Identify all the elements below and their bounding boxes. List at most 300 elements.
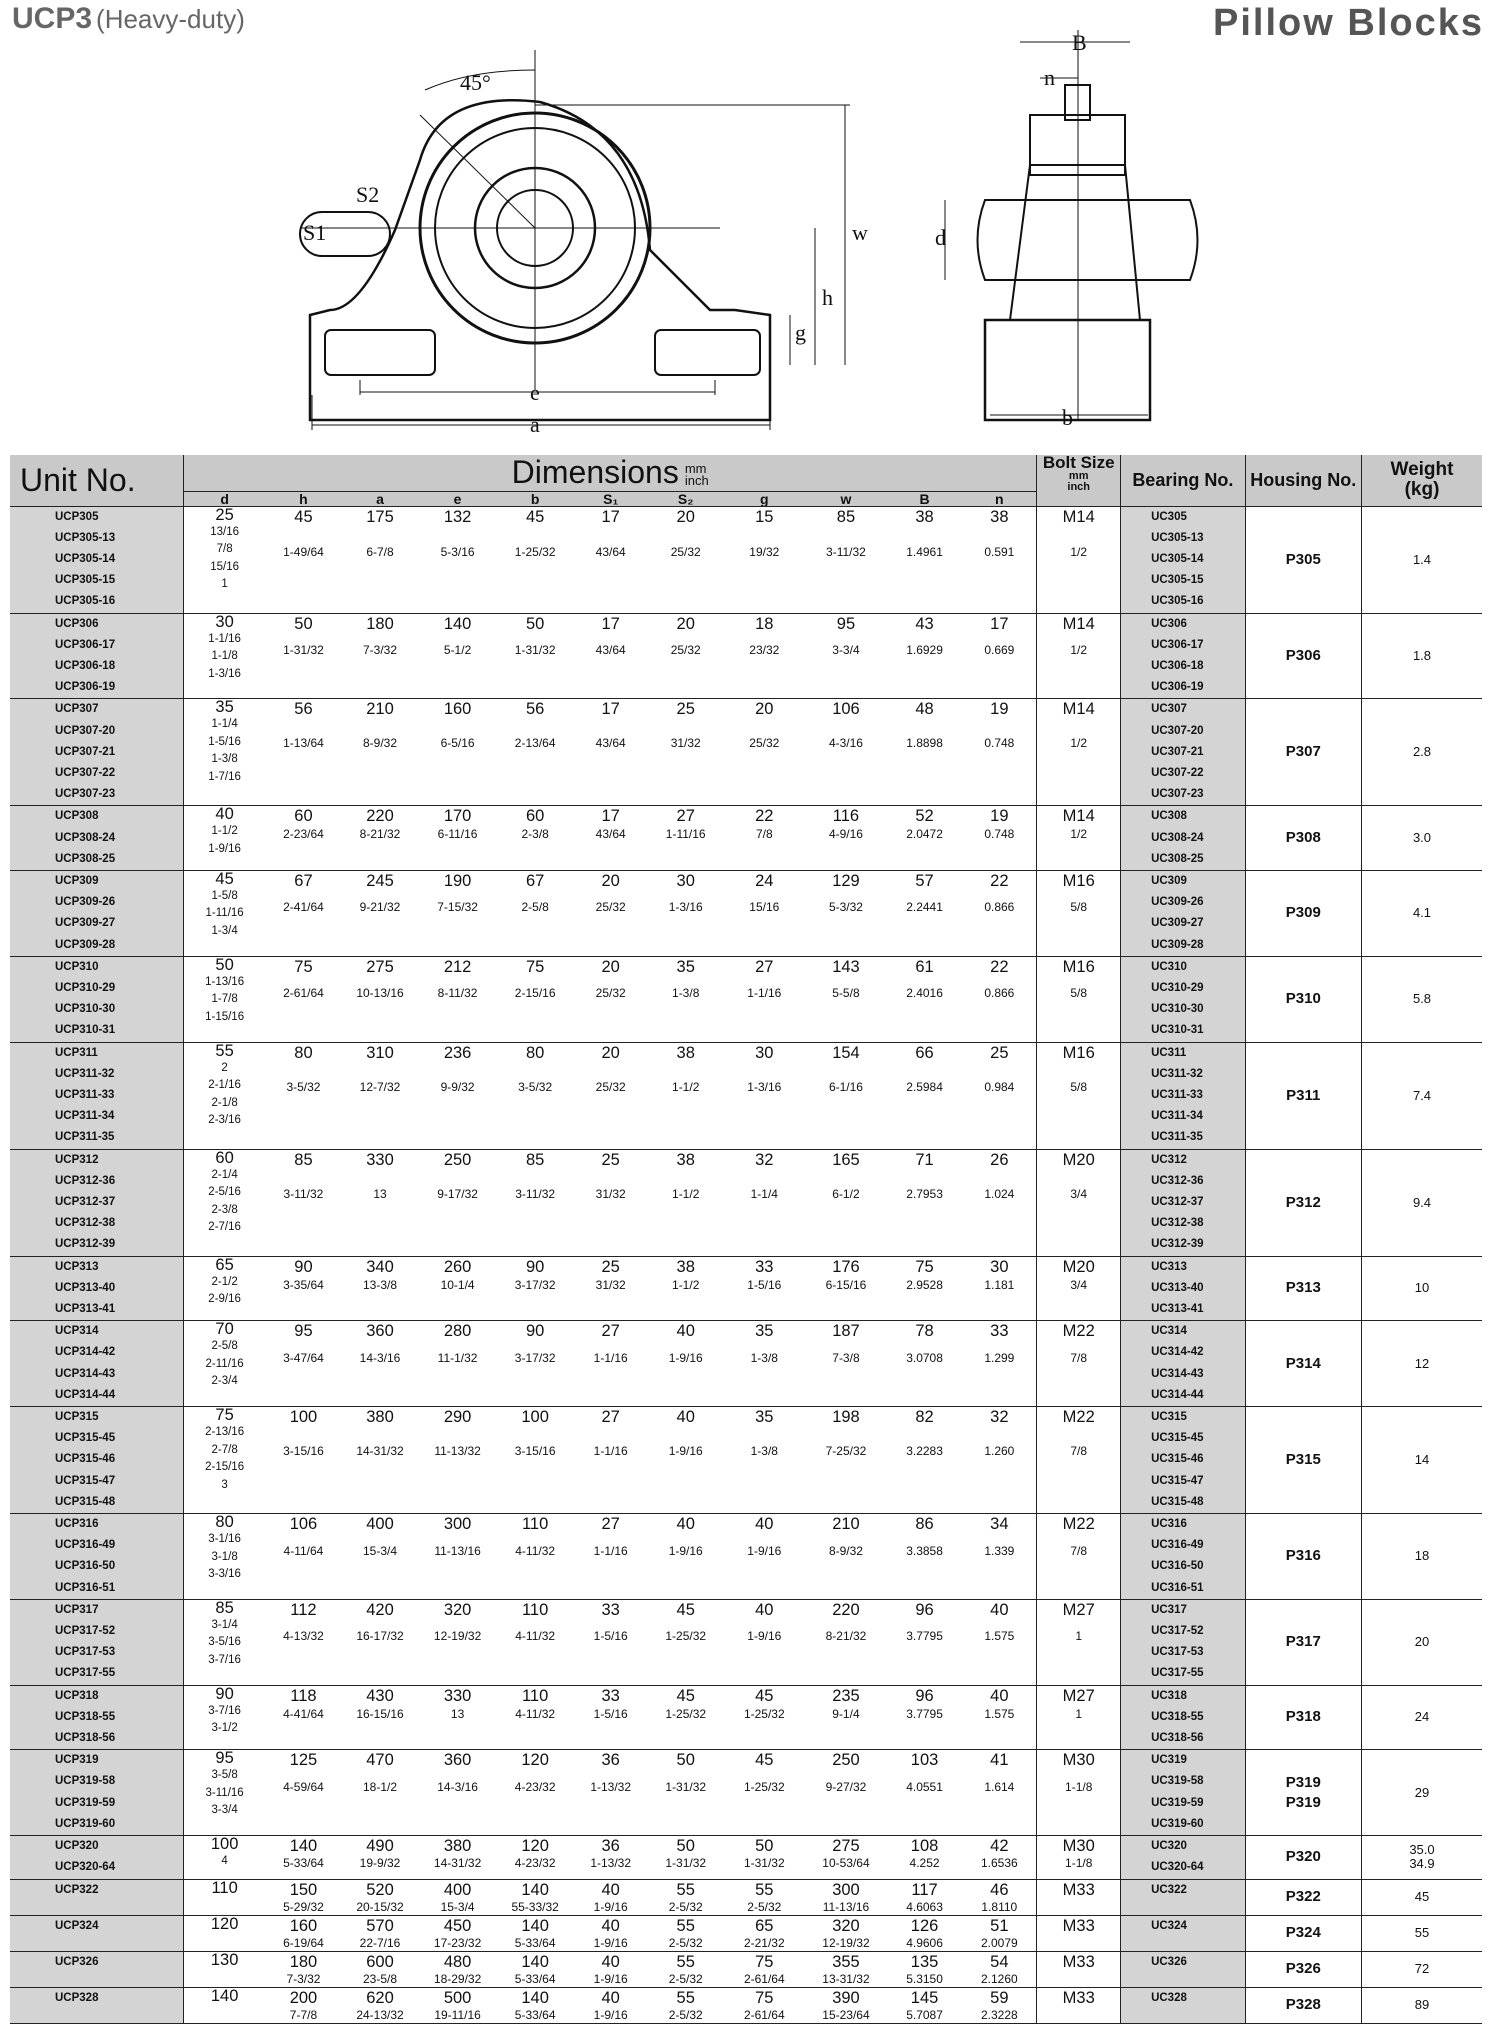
housing-number: P315 [1245,1407,1361,1514]
dimension-mm: 198 [832,1408,860,1427]
bearing-number: UC316-50 [1151,1560,1204,1573]
dimension-mm: 330 [366,1150,394,1169]
dimension-cell [265,1879,342,1915]
bearing-numbers-cell [1121,506,1246,613]
dimension-inch: 4-11/32 [515,1706,556,1721]
dimension-mm: 46 [990,1880,1009,1899]
unit-numbers-cell [10,956,184,1042]
dimension-cell [723,1149,805,1256]
dimension-mm: 250 [443,1150,472,1169]
bolt-unit-mm: mm [1068,470,1089,482]
weight-label: Weight [1390,459,1454,481]
dimension-cell [648,1599,724,1685]
dimension-inch: 13-31/32 [822,1971,870,1986]
dimension-inch: 1.8898 [906,736,943,751]
bore-d-inch: 3-7/16 [208,1653,241,1666]
bolt-size-mm: M16 [1062,871,1095,890]
dimension-cell [805,1321,887,1407]
bolt-size-cell [1037,1685,1121,1750]
unit-numbers-cell [10,1915,184,1951]
bore-d-inch: 3-1/8 [211,1550,238,1563]
bolt-size-inch: 1-1/8 [1065,1856,1093,1871]
dimension-inch: 7-3/32 [286,1971,321,1986]
dimension-mm: 85 [294,1150,313,1169]
unit-number: UCP316-51 [55,1581,116,1594]
unit-number: UCP312-39 [55,1238,116,1251]
dimension-mm: 126 [910,1916,939,1935]
unit-numbers-cell [10,1514,184,1600]
unit-number: UCP308-24 [55,831,116,844]
dimension-mm: 220 [832,1600,860,1619]
dimension-inch: 18-29/32 [433,1971,482,1986]
dimension-cell [497,1951,574,1987]
dimension-inch: 1-25/32 [743,1779,785,1794]
bore-d-inch: 2-7/8 [211,1443,238,1456]
dimension-inch: 13-3/8 [362,1277,398,1292]
dimension-inch: 9-1/4 [832,1706,860,1721]
dimension-cell [805,1987,887,2023]
dimension-cell [648,1149,724,1256]
bore-d-mm: 25 [215,506,234,524]
dimension-cell [723,1256,805,1321]
dimension-inch: 2-61/64 [283,986,324,1001]
bolt-size-cell [1037,1750,1121,1836]
dimension-cell [723,1987,805,2023]
table-row [10,956,1482,1042]
bolt-size-mm: M27 [1062,1600,1095,1619]
dimension-inch: 11-13/32 [434,1444,481,1459]
bore-d-cell [184,956,266,1042]
dimension-cell [962,506,1037,613]
dimension-cell [962,1836,1037,1879]
dimension-mm: 180 [289,1952,318,1971]
housing-no-header: Housing No. [1245,455,1361,506]
dimension-inch: 11-1/32 [437,1350,478,1365]
dimension-cell [265,699,342,806]
dimension-mm: 145 [910,1988,939,2007]
dimension-cell [805,1599,887,1685]
dimension-mm: 300 [832,1880,860,1899]
dimension-mm: 50 [525,614,545,633]
dimension-cell [265,613,342,699]
category-title: Pillow Blocks [1213,2,1484,44]
dimension-inch: 1-9/16 [593,1935,628,1950]
housing-number: P320 [1245,1836,1361,1879]
dimension-inch: 3-15/16 [283,1444,324,1459]
bore-d-cell [184,1987,266,2023]
bolt-size-cell [1037,956,1121,1042]
dimension-cell [497,1836,574,1879]
dimension-mm: 20 [601,957,620,976]
dimension-mm: 75 [755,1988,774,2007]
table-row [10,1750,1482,1836]
dimension-cell [805,506,887,613]
dimension-mm: 20 [601,871,620,890]
dimension-cell [418,1685,497,1750]
unit-number: UCP313 [55,1260,99,1273]
dimension-cell [805,806,887,871]
dimension-inch: 24-13/32 [356,2007,404,2022]
housing-number: P322 [1245,1879,1361,1915]
unit-number: UCP309-28 [55,938,116,951]
dimension-cell [723,1685,805,1750]
dimension-mm: 35 [755,1322,774,1341]
unit-number: UCP318 [55,1689,99,1702]
bore-d-cell [184,1836,266,1879]
bearing-number: UC313 [1151,1260,1187,1273]
dimension-cell [418,1321,497,1407]
dimension-cell [342,1256,419,1321]
dimension-mm: 96 [915,1686,934,1705]
bearing-number: UC306-17 [1151,638,1204,651]
dimension-inch: 1-5/16 [593,1629,628,1644]
bearing-numbers-cell [1121,806,1246,871]
unit-number: UCP319-60 [55,1817,116,1830]
dimension-inch: 1-9/16 [668,1350,703,1365]
unit-number: UCP317-55 [55,1667,116,1680]
dimension-inch: 2-5/32 [668,1935,703,1950]
col-header-8: w [840,491,852,506]
dimension-mm: 570 [366,1916,394,1935]
dimension-cell [805,1836,887,1879]
bearing-numbers-cell [1121,1951,1246,1987]
bore-d-inch: 4 [221,1855,228,1868]
dimension-inch: 2-21/32 [743,1935,785,1950]
dimension-inch: 5-1/2 [443,643,472,658]
dimension-inch: 43/64 [595,545,626,559]
dimension-inch: 5-33/64 [514,1971,556,1986]
dimension-inch: 1-25/32 [665,1706,707,1721]
dimension-mm: 420 [366,1600,394,1619]
dimension-mm: 40 [676,1322,695,1341]
dimension-cell [723,1599,805,1685]
unit-number: UCP306 [55,617,99,630]
dimension-cell [962,613,1037,699]
dimension-mm: 20 [601,1043,620,1062]
bore-d-inch: 2-3/16 [208,1114,241,1127]
bore-d-inch: 1 [221,578,228,590]
dimension-mm: 45 [755,1751,774,1770]
dimension-mm: 19 [990,807,1009,826]
dimension-mm: 25 [990,1043,1009,1062]
dimension-cell [887,956,963,1042]
dimension-inch: 0.591 [984,545,1015,559]
dimension-mm: 55 [755,1880,774,1899]
housing-number: P312 [1245,1149,1361,1256]
bolt-size-header [1037,455,1121,506]
bolt-size-cell [1037,870,1121,956]
bolt-size-cell [1037,1879,1121,1915]
unit-number: UCP308-25 [55,852,116,865]
bolt-size-mm: M30 [1062,1751,1095,1770]
dimension-inch: 1-9/16 [593,2007,628,2022]
dimension-cell [418,1987,497,2023]
B-label: B [1072,30,1087,55]
dimension-cell [265,1915,342,1951]
dimension-cell [962,1685,1037,1750]
bore-d-inch: 2-5/16 [208,1186,241,1199]
bore-d-inch: 2-7/16 [208,1221,241,1234]
housing-number: P307 [1245,699,1361,806]
dimension-inch: 1-3/16 [668,900,703,915]
dimension-mm: 117 [911,1880,938,1899]
dimension-cell [573,1407,648,1514]
spec-table-body [10,506,1482,2023]
dimension-inch: 31/32 [670,736,701,751]
bearing-number: UC314 [1151,1325,1187,1338]
dimension-inch: 0.866 [984,986,1015,1001]
dimension-inch: 1-9/16 [668,1444,703,1459]
dimension-mm: 100 [289,1408,318,1427]
d-label: d [935,225,946,250]
dimension-inch: 5-33/64 [514,1935,556,1950]
dimension-mm: 38 [676,1257,695,1276]
dimension-inch: 2-5/32 [668,2007,703,2022]
dimension-mm: 380 [366,1408,394,1427]
bolt-size-inch: 1/2 [1070,736,1088,751]
dimension-cell [648,1042,724,1149]
dimension-mm: 56 [525,700,545,719]
dimension-inch: 11-13/16 [434,1543,481,1558]
dimension-inch: 1-25/32 [743,1706,785,1721]
dimension-cell [265,1599,342,1685]
dimension-inch: 7-25/32 [825,1444,867,1459]
dimension-inch: 22-7/16 [359,1935,401,1950]
dimension-mm: 430 [366,1686,394,1705]
dimension-cell [265,1836,342,1879]
dimension-inch: 15-3/4 [362,1543,398,1558]
dimension-mm: 45 [294,507,313,526]
table-row [10,806,1482,871]
dimension-cell [497,1750,574,1836]
bolt-size-inch: 7/8 [1070,1350,1088,1365]
dimension-cell [723,956,805,1042]
bore-d-inch: 1-1/8 [211,650,238,663]
dimension-inch: 2-15/16 [514,986,556,1001]
dimension-mm: 520 [366,1880,394,1899]
dimension-cell [265,806,342,871]
dimension-inch: 1.6536 [980,1856,1018,1871]
dimension-cell [887,1951,963,1987]
unit-number: UCP312-38 [55,1217,116,1230]
w-label: w [852,220,868,245]
bearing-number: UC311-32 [1151,1067,1203,1080]
dimension-cell [265,1750,342,1836]
bolt-size-mm: M14 [1062,614,1095,633]
dimension-inch: 4.9606 [906,1935,943,1950]
unit-numbers-cell [10,1407,184,1514]
dimension-mm: 59 [990,1988,1009,2007]
bearing-number: UC316-51 [1151,1581,1204,1594]
bearing-number: UC309 [1151,874,1187,887]
dimension-mm: 25 [676,700,695,719]
bolt-size-inch: 5/8 [1070,986,1088,1001]
bolt-size-mm: M22 [1062,1515,1095,1534]
dimension-mm: 40 [601,1916,620,1935]
dimension-mm: 41 [990,1751,1009,1770]
dimension-cell [648,506,724,613]
dimension-inch: 6-11/16 [437,827,478,842]
housing-number: P319 P319 [1245,1750,1361,1836]
unit-number: UCP328 [55,1991,99,2004]
weight-value: 3.0 [1361,806,1482,871]
weight-value: 14 [1361,1407,1482,1514]
dimension-mm: 25 [601,1257,620,1276]
dimension-inch: 6-15/16 [825,1277,867,1292]
unit-number: UCP322 [55,1883,99,1896]
dimension-inch: 55-33/32 [511,1899,559,1914]
dimension-inch: 5-3/16 [440,545,475,559]
bore-d-inch: 1-5/16 [208,735,241,748]
dimension-inch: 1-31/32 [665,1779,707,1794]
weight-value: 20 [1361,1599,1482,1685]
dimension-cell [342,1042,419,1149]
dimension-inch: 2.5984 [906,1079,943,1094]
dimension-cell [497,956,574,1042]
dimension-cell [573,1042,648,1149]
bore-d-mm: 45 [215,870,234,888]
dimension-inch: 15-23/64 [822,2007,870,2022]
table-row [10,1836,1482,1879]
dimension-inch: 3.3858 [906,1543,943,1558]
weight-value: 72 [1361,1951,1482,1987]
dimension-mm: 360 [443,1751,472,1770]
bearing-number: UC315-46 [1151,1453,1204,1466]
dimension-mm: 30 [755,1043,774,1062]
dimension-cell [418,506,497,613]
bolt-size-inch: 1/2 [1070,643,1088,658]
dimension-mm: 160 [289,1916,318,1935]
dimension-inch: 1-9/16 [747,1543,782,1558]
housing-number: P308 [1245,806,1361,871]
weight-value: 1.4 [1361,506,1482,613]
unit-number: UCP314-43 [55,1367,116,1380]
bolt-size-mm: M14 [1062,807,1095,826]
dimension-mm: 54 [990,1952,1009,1971]
dimension-cell [805,1951,887,1987]
dimension-cell [342,870,419,956]
dimension-mm: 22 [990,957,1009,976]
dimension-cell [805,870,887,956]
bore-d-inch: 1-5/8 [211,889,238,902]
bearing-numbers-cell [1121,613,1246,699]
unit-number: UCP310-29 [55,981,116,994]
dimension-mm: 103 [910,1751,939,1770]
dimension-cell [573,506,648,613]
dimension-mm: 27 [755,957,774,976]
dimension-inch: 1-25/32 [514,545,556,559]
bearing-numbers-cell [1121,1836,1246,1879]
unit-numbers-cell [10,1987,184,2023]
bore-d-mm: 140 [210,1987,239,2005]
dimension-cell [723,870,805,956]
dimension-inch: 4-11/32 [515,1543,556,1558]
bore-d-inch: 2-13/16 [205,1426,245,1439]
dimension-mm: 112 [290,1600,317,1619]
dimension-mm: 187 [832,1322,860,1341]
unit-number: UCP309-26 [55,896,116,909]
dimension-inch: 1-9/16 [593,1899,628,1914]
dimension-mm: 140 [521,1952,549,1971]
unit-numbers-cell [10,1750,184,1836]
bolt-size-inch: 5/8 [1070,900,1088,915]
dimension-cell [887,1836,963,1879]
bearing-number: UC312-39 [1151,1238,1204,1251]
dimension-cell [573,1836,648,1879]
dimension-inch: 8-21/32 [825,1629,867,1644]
dimension-cell [418,699,497,806]
dimension-cell [497,1321,574,1407]
unit-number: UCP316 [55,1518,99,1531]
dimension-mm: 50 [755,1837,774,1856]
bore-d-inch: 1-1/4 [211,718,238,731]
dimension-inch: 2-5/32 [668,1971,703,1986]
unit-number: UCP308 [55,810,99,823]
housing-number: P324 [1245,1915,1361,1951]
dimension-mm: 95 [836,614,856,633]
dimension-inch: 15/16 [749,900,780,915]
bore-d-mm: 110 [211,1879,238,1897]
unit-number: UCP317 [55,1603,99,1616]
bolt-size-mm: M20 [1062,1150,1095,1169]
dimension-mm: 55 [676,1988,695,2007]
dimension-cell [265,1685,342,1750]
bolt-size-inch: 1/2 [1070,827,1088,842]
dimension-cell [265,1256,342,1321]
dimension-inch: 8-11/32 [437,986,478,1001]
dimension-cell [887,613,963,699]
dimension-cell [648,1321,724,1407]
unit-number: UCP314-42 [55,1346,116,1359]
bearing-number: UC310 [1151,960,1187,973]
bore-d-cell [184,870,266,956]
dimension-cell [265,1514,342,1600]
dimension-cell [962,956,1037,1042]
bearing-numbers-cell [1121,956,1246,1042]
dimension-inch: 1-11/16 [665,827,706,842]
dimension-cell [805,1514,887,1600]
bore-d-inch: 3-1/16 [208,1533,241,1546]
dimension-cell [962,806,1037,871]
dimension-cell [497,1599,574,1685]
dimension-inch: 2-61/64 [743,1971,785,1986]
dimension-mm: 40 [755,1515,774,1534]
bearing-number: UC317 [1151,1603,1187,1616]
dimension-mm: 51 [990,1916,1009,1935]
dimension-cell [342,1149,419,1256]
bearing-number: UC318 [1151,1689,1187,1702]
dimension-mm: 36 [601,1837,620,1856]
weight-value: 89 [1361,1987,1482,2023]
bolt-size-inch: 3/4 [1070,1186,1088,1201]
dimension-mm: 116 [832,807,860,826]
dimension-inch: 2.1260 [980,1971,1018,1986]
dimension-cell [805,1256,887,1321]
dimension-cell [342,1407,419,1514]
dimension-inch: 8-9/32 [362,736,398,751]
dimension-cell [723,1514,805,1600]
dimension-inch: 16-17/32 [356,1629,404,1644]
bearing-numbers-cell [1121,1915,1246,1951]
dimension-inch: 12-7/32 [359,1079,401,1094]
dimension-mm: 40 [990,1686,1009,1705]
dimension-inch: 6-7/8 [366,545,394,559]
bore-d-inch: 1-15/16 [205,1010,245,1023]
dimension-inch: 7-7/8 [289,2007,318,2022]
dimension-inch: 0.748 [984,736,1015,751]
dimension-inch: 3-15/16 [514,1444,556,1459]
dimension-cell [265,870,342,956]
